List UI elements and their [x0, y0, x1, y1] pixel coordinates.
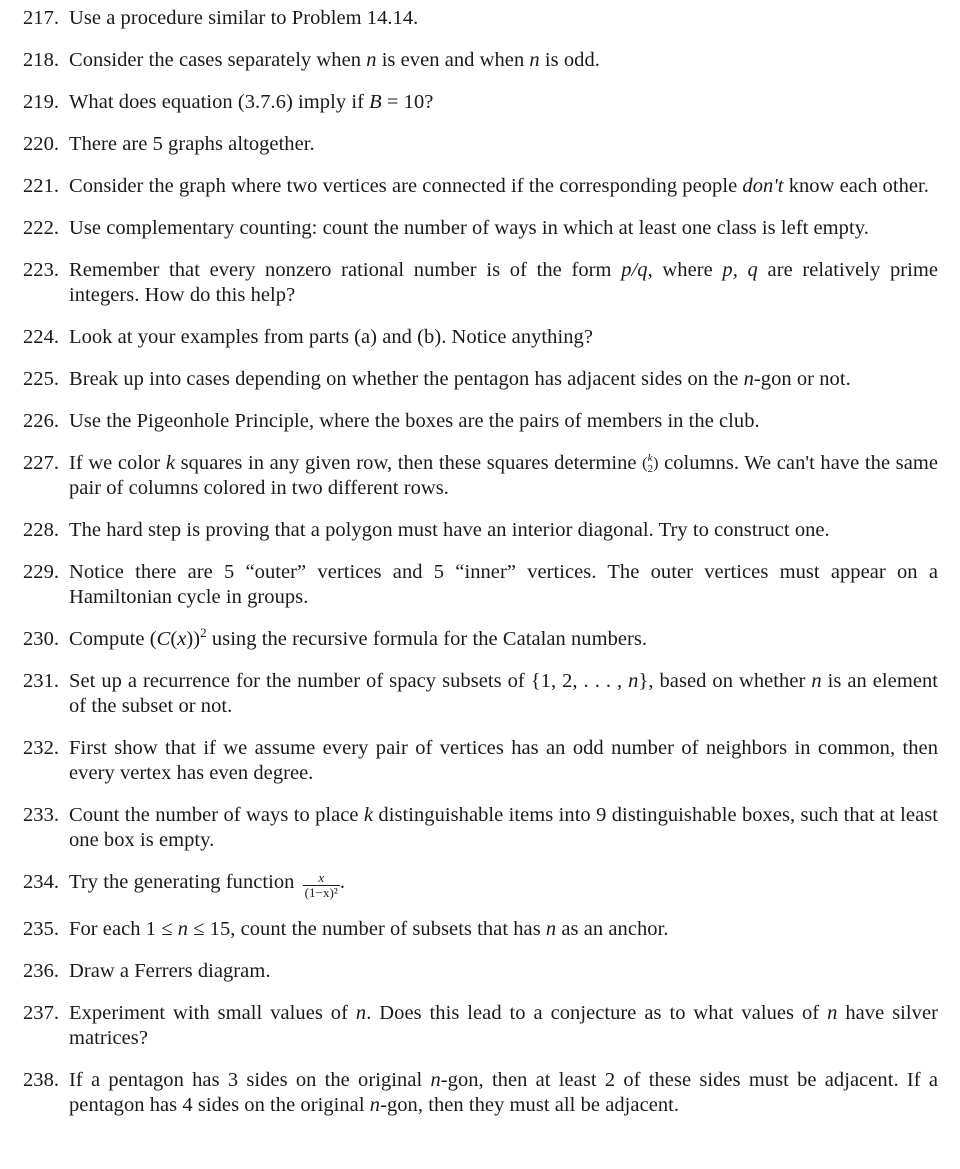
hint-235: 235. For each 1 ≤ n ≤ 15, count the number of subsets that has n as an anchor. — [23, 918, 669, 940]
hint-number: 226. — [23, 410, 60, 432]
hint-number: 219. — [23, 91, 60, 113]
hint-218: 218. Consider the cases separately when n is even and when n is odd. — [23, 49, 600, 71]
hint-text: Use a procedure similar to Problem 14.14. — [69, 7, 419, 29]
hint-221: 221. Consider the graph where two vertices are connected if the corresponding people don't know each other. — [23, 175, 929, 197]
hint-223: 223. Remember that every nonzero rational number is of the form p/q, where p, q are relatively prime integers. How do this help? — [23, 259, 939, 306]
hint-number: 220. — [23, 133, 60, 155]
math-variable: n — [827, 1002, 838, 1024]
math-expression: p, q — [722, 259, 758, 281]
hint-233: 233. Count the number of ways to place k distinguishable items into 9 distinguishable boxes, such that at least one box is empty. — [23, 804, 938, 851]
math-variable: k — [363, 804, 374, 826]
hint-236: 236. Draw a Ferrers diagram. — [23, 960, 271, 982]
hint-number: 236. — [23, 960, 60, 982]
math-variable: n — [430, 1069, 441, 1091]
hint-number: 237. — [23, 1002, 60, 1024]
hint-number: 230. — [23, 628, 60, 650]
hint-227: 227. If we color k squares in any given row, then these squares determine ( k 2 ) columns. We can't have the same pair of columns colored in two different rows. — [23, 452, 938, 499]
hint-number: 235. — [23, 918, 60, 940]
math-variable: n — [811, 670, 822, 692]
math-variable: k — [165, 452, 176, 474]
math-variable: n — [369, 1094, 381, 1116]
fraction — [303, 871, 340, 900]
fraction-numerator: x — [303, 871, 340, 886]
hint-228: 228. The hard step is proving that a polygon must have an interior diagonal. Try to construct one. — [23, 519, 830, 541]
hint-219: 219. What does equation (3.7.6) imply if B = 10? — [23, 91, 434, 113]
math-variable: B — [369, 91, 382, 113]
hint-222: 222. Use complementary counting: count the number of ways in which at least one class is left empty. — [23, 217, 869, 239]
hint-number: 232. — [23, 737, 60, 759]
hint-225: 225. Break up into cases depending on whether the pentagon has adjacent sides on the n-gon or not. — [23, 368, 851, 390]
exponent: 2 — [200, 625, 207, 641]
emphasis-text: don't — [742, 175, 784, 197]
math-variable: x — [177, 628, 187, 650]
hint-number: 229. — [23, 561, 60, 583]
hint-230: 230. Compute $(C(x))^2$ using the recursive formula for the Catalan numbers. — [23, 625, 648, 650]
hint-number: 231. — [23, 670, 60, 692]
hint-224: 224. Look at your examples from parts (a) and (b). Notice anything? — [23, 326, 593, 348]
hint-number: 224. — [23, 326, 60, 348]
hint-number: 238. — [23, 1069, 60, 1091]
hint-number: 218. — [23, 49, 60, 71]
math-function: C — [156, 628, 171, 650]
hint-232: 232. First show that if we assume every pair of vertices has an odd number of neighbors in common, then every vertex has even degree. — [23, 737, 938, 784]
math-variable: n — [177, 918, 188, 940]
hint-number: 222. — [23, 217, 60, 239]
hint-217 — [0, 6, 960, 31]
math-variable: n — [529, 49, 540, 71]
math-variable: n — [628, 670, 639, 692]
hint-229: 229. Notice there are 5 “outer” vertices and 5 “inner” vertices. The outer vertices must appear on a Hamiltonian cycle in groups. — [23, 561, 938, 608]
hint-number: 233. — [23, 804, 60, 826]
hint-number: 223. — [23, 259, 60, 281]
hint-number: 234. — [23, 871, 60, 893]
hint-number: 221. — [23, 175, 60, 197]
binomial-coefficient: ( k 2 ) — [642, 452, 659, 476]
math-variable: n — [355, 1002, 367, 1024]
hint-number: 228. — [23, 519, 60, 541]
hints-page — [0, 6, 960, 1135]
math-variable: n — [743, 368, 754, 390]
hint-237: 237. Experiment with small values of n. Does this lead to a conjecture as to what values of n have silver matrices? — [23, 1002, 938, 1049]
hint-231: 231. Set up a recurrence for the number of spacy subsets of {1, 2, . . . , n}, based on whether n is an element of the subset or not. — [23, 670, 939, 717]
hint-238: 238. If a pentagon has 3 sides on the original n-gon, then at least 2 of these sides must be adjacent. If a pentagon has 4 sides on the original n-gon, then they must all be adjacent. — [23, 1069, 938, 1116]
fraction-denominator: (1−x)² — [304, 885, 338, 900]
hint-number: 227. — [23, 452, 60, 474]
math-variable: n — [366, 49, 377, 71]
hint-220: 220. There are 5 graphs altogether. — [23, 133, 315, 155]
math-expression: p/q — [621, 259, 648, 281]
hint-number: 225. — [23, 368, 60, 390]
hint-number: 217. — [23, 7, 60, 29]
hint-226: 226. Use the Pigeonhole Principle, where the boxes are the pairs of members in the club. — [23, 410, 760, 432]
hint-234: 234. Try the generating function $\frac{x}{\text{(1−x)²}}$ . — [23, 870, 346, 900]
math-variable: n — [545, 918, 557, 940]
